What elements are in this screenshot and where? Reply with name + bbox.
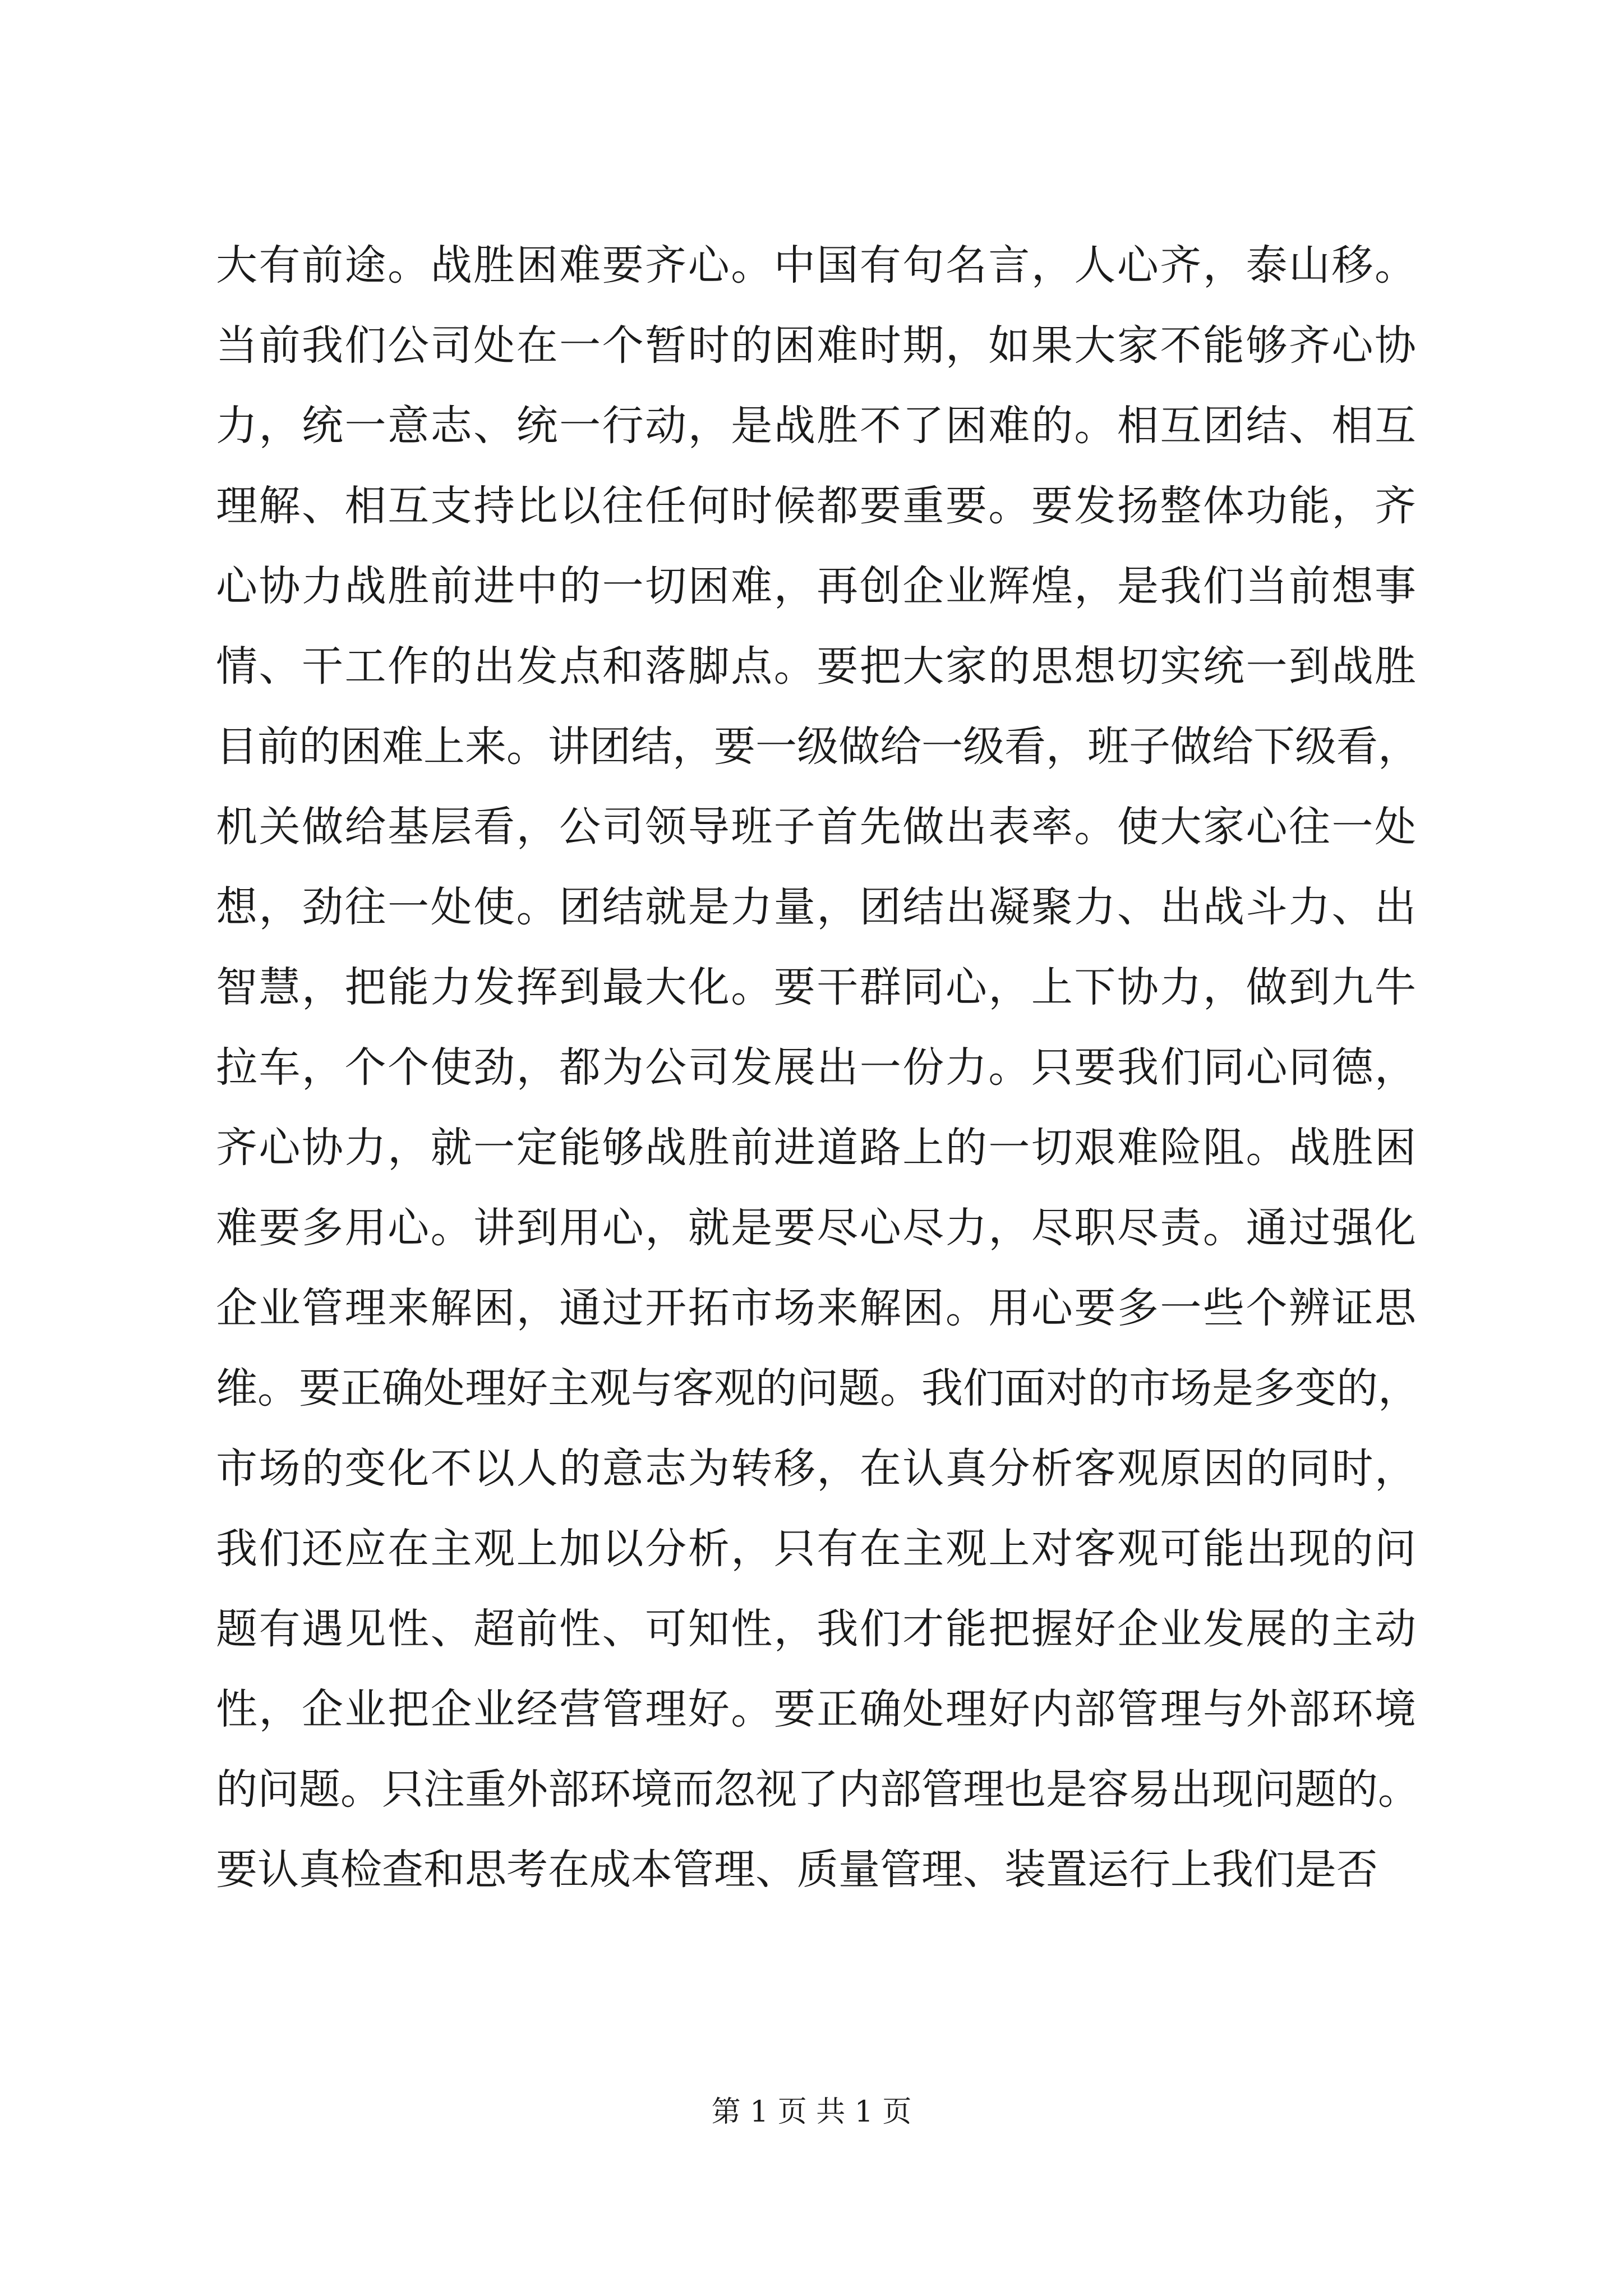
text-line: 大有前途。战胜困难要齐心。中国有句名言，人心齐，泰山移。 bbox=[216, 241, 1416, 289]
body-text bbox=[216, 226, 1419, 1910]
text-line: 当前我们公司处在一个暂时的困难时期，如果大家不能够齐心协 bbox=[216, 321, 1416, 370]
text-line: 市场的变化不以人的意志为转移，在认真分析客观原因的同时， bbox=[216, 1444, 1416, 1493]
text-line: 目前的困难上来。讲团结，要一级做给一级看，班子做给下级看， bbox=[216, 723, 1419, 771]
text-line: 的问题。只注重外部环境而忽视了内部管理也是容易出现问题的。 bbox=[216, 1765, 1419, 1814]
text-line: 理解、相互支持比以往任何时候都要重要。要发扬整体功能，齐 bbox=[216, 482, 1416, 530]
text-line: 性，企业把企业经营管理好。要正确处理好内部管理与外部环境 bbox=[216, 1685, 1416, 1733]
text-line: 难要多用心。讲到用心，就是要尽心尽力，尽职尽责。通过强化 bbox=[216, 1204, 1416, 1252]
text-line: 智慧，把能力发挥到最大化。要干群同心，上下协力，做到九牛 bbox=[216, 963, 1416, 1011]
text-line: 心协力战胜前进中的一切困难，再创企业辉煌，是我们当前想事 bbox=[216, 562, 1416, 610]
text-line: 齐心协力，就一定能够战胜前进道路上的一切艰难险阻。战胜困 bbox=[216, 1124, 1416, 1172]
text-line: 机关做给基层看，公司领导班子首先做出表率。使大家心往一处 bbox=[216, 803, 1416, 851]
text-line: 维。要正确处理好主观与客观的问题。我们面对的市场是多变的， bbox=[216, 1364, 1419, 1412]
text-line: 情、干工作的出发点和落脚点。要把大家的思想切实统一到战胜 bbox=[216, 642, 1416, 691]
text-line: 力，统一意志、统一行动，是战胜不了困难的。相互团结、相互 bbox=[216, 402, 1416, 450]
text-line: 想，劲往一处使。团结就是力量，团结出凝聚力、出战斗力、出 bbox=[216, 883, 1416, 931]
text-line: 题有遇见性、超前性、可知性，我们才能把握好企业发展的主动 bbox=[216, 1605, 1416, 1653]
text-line: 我们还应在主观上加以分析，只有在主观上对客观可能出现的问 bbox=[216, 1525, 1416, 1573]
text-line: 企业管理来解困，通过开拓市场来解困。用心要多一些个辨证思 bbox=[216, 1284, 1416, 1332]
text-line: 拉车，个个使劲，都为公司发展出一份力。只要我们同心同德， bbox=[216, 1043, 1416, 1092]
text-line: 要认真检查和思考在成本管理、质量管理、装置运行上我们是否 bbox=[216, 1846, 1378, 1894]
page-number-footer: 第 1 页 共 1 页 bbox=[711, 2095, 912, 2129]
